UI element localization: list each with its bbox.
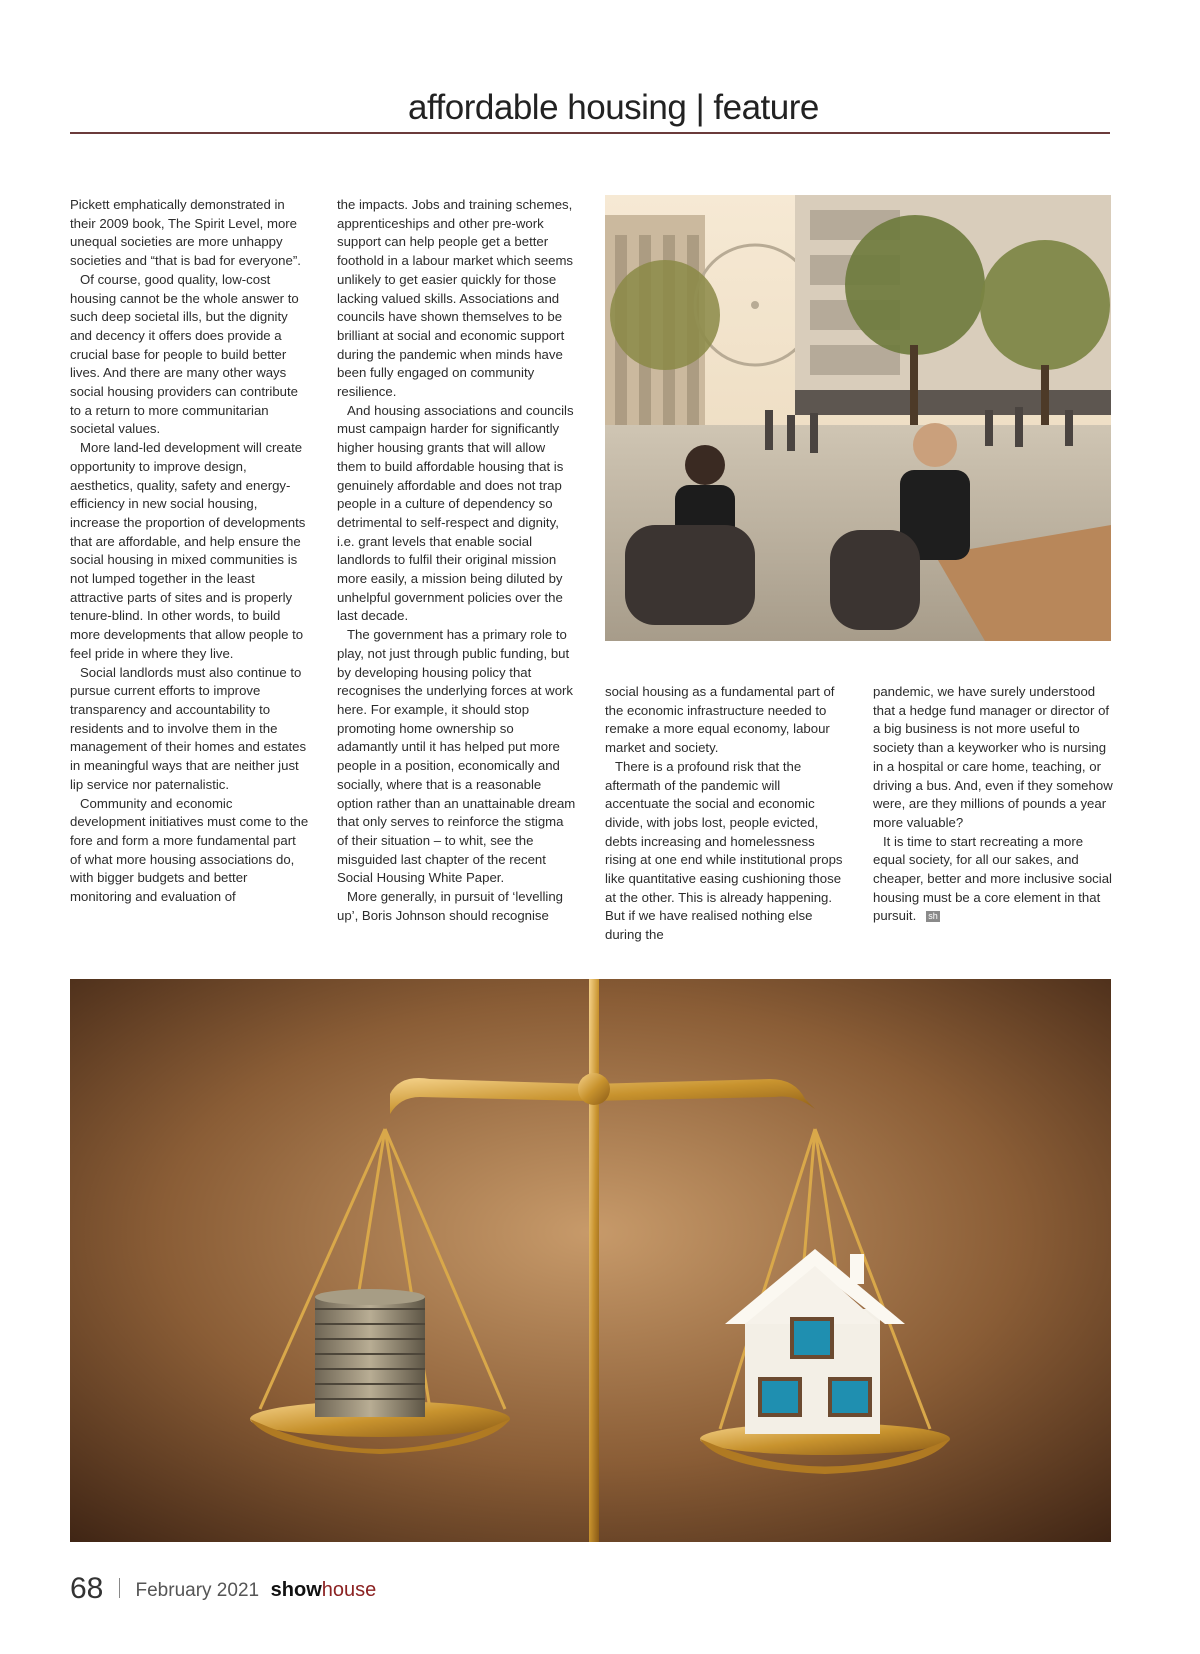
article-column-2 xyxy=(337,196,577,925)
article-column-3 xyxy=(605,683,845,945)
paragraph: Social landlords must also continue to pursue current efforts to improve transparency and accountability to residents and to involve them in the management of their homes and estates in meaningful ways that are neither just lip service nor paternalistic. xyxy=(70,664,307,792)
paragraph: The government has a primary role to play, not just through public funding, but by developing housing policy that recognises the underlying forces at work here. For example, it should stop promoting home ownership so adamantly until it has helped put more people in a position, economically and socially, where that is a reasonable option rather than an unattainable dream that only serves to reinforce the stigma of their situation – to whit, see the misguided last chapter of the recent Social Housing White Paper. xyxy=(337,627,576,886)
paragraph: social housing as a fundamental part of the economic infrastructure needed to remake a more equal economy, labour market and society. xyxy=(605,684,835,756)
paragraph: More generally, in pursuit of ‘levelling up’, Boris Johnson should recognise xyxy=(337,889,563,923)
article-column-1 xyxy=(70,196,310,907)
page-footer xyxy=(70,1572,376,1608)
paragraph-text: It is time to start recreating a more equal society, for all our sakes, and cheaper, better and more inclusive social housing must be a core element in that pursuit. xyxy=(873,833,1112,924)
end-mark: sh xyxy=(928,911,938,922)
paragraph: the impacts. Jobs and training schemes, apprenticeships and other pre-work support can help people get a better foothold in a labour market which seems unlikely to get easier quickly for those lacking valued skills. Associations and councils have shown themselves to be brilliant at social and economic support during the pandemic when minds have been fully engaged on community resilience. xyxy=(337,197,574,400)
street-scene-photo xyxy=(605,195,1111,641)
article-column-4 xyxy=(873,683,1113,926)
footer-divider xyxy=(119,1578,120,1598)
paragraph xyxy=(873,833,1113,927)
scales-of-justice-photo xyxy=(70,979,1111,1542)
scales-illustration xyxy=(70,979,1111,1542)
paragraph: Community and economic development initiatives must come to the fore and form a more fundamental part of what more housing associations do, with bigger budgets and better monitoring and evaluation of xyxy=(70,795,309,905)
paragraph: And housing associations and councils must campaign harder for significantly higher housing grants that will allow them to build affordable housing that is genuinely affordable and does not trap people in a culture of dependency so detrimental to self-respect and dignity, i.e. grant levels that enable social landlords to fulfil their original mission more easily, a mission being diluted by unhelpful government policies over the last decade. xyxy=(337,402,574,624)
section-title: affordable housing | feature xyxy=(408,88,819,127)
section-header xyxy=(70,86,1110,134)
page-number: 68 xyxy=(70,1572,104,1605)
paragraph: Of course, good quality, low-cost housing cannot be the whole answer to such deep societal ills, but the dignity and decency it offers does provide a crucial base for people to build better lives. And there are many other ways social housing providers can contribute to a return to more communitarian societal values. xyxy=(70,271,299,437)
paragraph: pandemic, we have surely understood that a hedge fund manager or director of a big business is not more useful to society than a keyworker who is nursing in a hospital or care home, teaching, or driving a bus. And, even if they somehow were, are they millions of pounds a year more valuable? xyxy=(873,684,1113,830)
brand-logo-house: house xyxy=(321,1579,377,1601)
brand-logo-show: show xyxy=(270,1579,322,1601)
paragraph: More land-led development will create opportunity to improve design, aesthetics, quality, safety and energy-efficiency in new social housing, increase the proportion of developments that are affordable, and help ensure the social housing in mixed communities is not lumped together in the least attractive parts of sites and is properly tenure-blind. In other words, to build more developments that allow people to feel pride in where they live. xyxy=(70,440,306,661)
paragraph: There is a profound risk that the aftermath of the pandemic will accentuate the social and economic divide, with jobs lost, people evicted, debts increasing and homelessness rising at one end while institutional props like quantitative easing cushioning those at the other. This is already happening. But if we have realised nothing else during the xyxy=(605,758,843,943)
street-scene-illustration xyxy=(605,195,1111,641)
issue-date: February 2021 xyxy=(135,1580,260,1601)
paragraph: Pickett emphatically demonstrated in their 2009 book, The Spirit Level, more unequal societies are more unhappy societies and “that is bad for everyone”. xyxy=(70,197,301,269)
